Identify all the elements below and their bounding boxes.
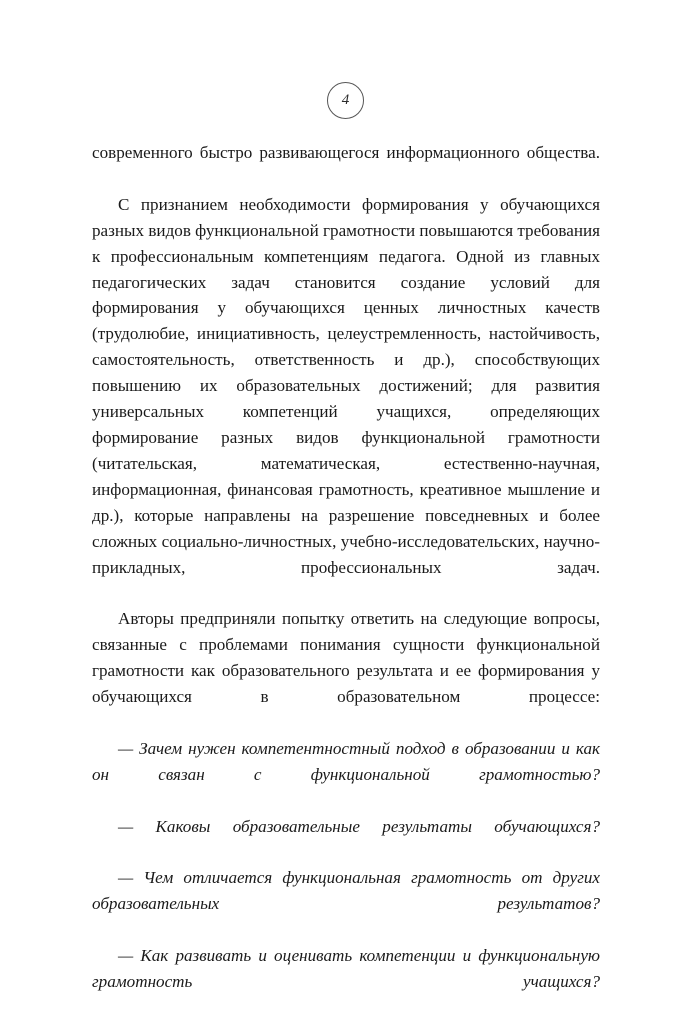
page-folio (0, 82, 691, 119)
paragraph-p2: С признанием необходимости формирования у обучающихся разных видов функциональной грамотности повышаются требования к профессиональным компетенциям педагога. Одной из главных педагогических задач становится создание условий для формирования у обучающихся ценных личностных качеств (трудолюбие, инициативность, целеустремленность, настойчивость, самостоятельность, ответственность и др.), способствующих повышению их образовательных достижений; для развития универсальных компетенций учащихся, определяющих формирование разных видов функциональной грамотности (читательская, математическая, естественно-научная, информационная, финансовая грамотность, креативное мышление и др.), которые направлены на разрешение повседневных и более сложных социально-личностных, учебно-исследовательских, научно-прикладных, профессиональных задач. (92, 194, 600, 577)
folio-circle (327, 82, 364, 119)
paragraph-p1: современного быстро развивающегося информационного общества. (92, 143, 600, 162)
question-item-3: — Чем отличается функциональная грамотность от других образовательных результатов? (92, 868, 600, 914)
question-item-4: — Как развивать и оценивать компетенции и функциональную грамотность учащихся? (92, 946, 600, 991)
question-item-1: — Зачем нужен компетентностный подход в образовании и как он связан с функциональной грамотностью? (92, 738, 600, 784)
paragraph-p3: Авторы предприняли попытку ответить на следующие вопросы, связанные с проблемами понимания сущности функциональной грамотности как образовательного результата и ее формирования у обучающихся в образовательном процессе: (92, 609, 600, 707)
page-number: 4 (341, 91, 350, 108)
question-item-2: — Каковы образовательные результаты обучающихся? (118, 816, 600, 836)
body-text-block (92, 140, 600, 1021)
